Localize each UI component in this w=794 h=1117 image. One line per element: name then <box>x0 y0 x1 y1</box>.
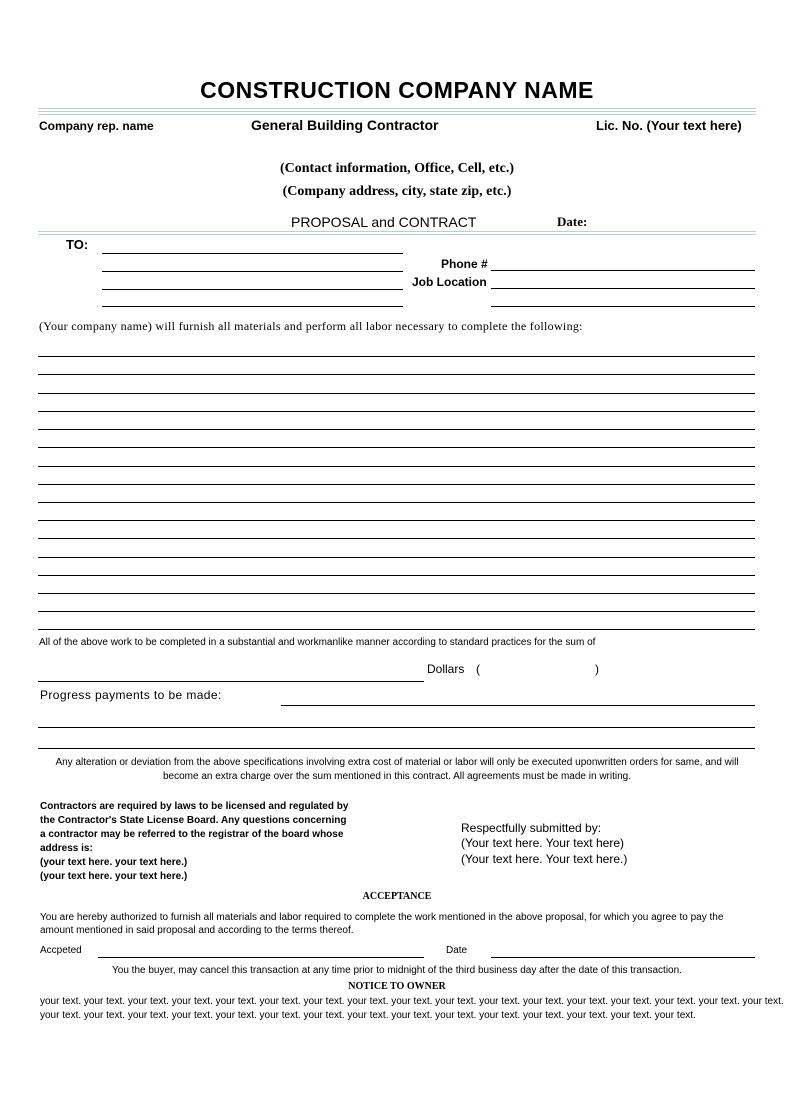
acceptance-line-2: amount mentioned in said proposal and according to the terms thereof. <box>40 925 354 936</box>
company-name: CONSTRUCTION COMPANY NAME <box>200 77 594 103</box>
to-line-3[interactable] <box>102 289 403 290</box>
notice-line-1: your text. your text. your text. your text. your text. your text. your text. your text. your text. your text. your text. your text. your text. your text. your text. your text. your text. <box>40 996 784 1007</box>
scope-line[interactable] <box>38 557 755 558</box>
job-location-line-2[interactable] <box>491 306 755 307</box>
scope-line[interactable] <box>38 593 755 594</box>
license-notice-line: address is: <box>40 843 93 854</box>
sum-line[interactable] <box>38 681 424 682</box>
close-paren: ) <box>595 662 599 676</box>
license-notice-line: a contractor may be referred to the registrar of the board whose <box>40 829 344 840</box>
phone-label: Phone # <box>441 257 488 271</box>
completion-text: All of the above work to be completed in a substantial and workmanlike manner according to standard practices for the sum of <box>39 637 596 648</box>
acceptance-date-label: Date <box>446 945 468 956</box>
company-address: (Company address, city, state zip, etc.) <box>282 184 512 199</box>
scope-line[interactable] <box>38 611 755 612</box>
to-line-2[interactable] <box>102 271 403 272</box>
acceptance-title: ACCEPTANCE <box>362 891 432 902</box>
scope-line[interactable] <box>38 502 755 503</box>
open-paren: ( <box>476 662 480 676</box>
alteration-line-1: Any alteration or deviation from the above specifications involving extra cost of material or labor will only be executed uponwritten orders for same, and will <box>55 757 739 768</box>
scope-line[interactable] <box>38 429 755 430</box>
license-notice-line: Contractors are required by laws to be licensed and regulated by <box>40 801 349 812</box>
scope-line[interactable] <box>38 411 755 412</box>
acceptance-line-1: You are hereby authorized to furnish all materials and labor required to complete the work mentioned in the above proposal, for which you agree to pay the <box>40 912 724 923</box>
alteration-line-2: become an extra charge over the sum mentioned in this contract. All agreements must be made in writing. <box>162 771 631 782</box>
section-rule <box>38 234 756 235</box>
to-label: TO: <box>66 237 89 252</box>
accepted-line[interactable] <box>98 957 424 958</box>
scope-line[interactable] <box>38 629 755 630</box>
job-location-label: Job Location <box>412 275 487 289</box>
to-line-4[interactable] <box>102 306 403 307</box>
section-rule <box>38 231 756 232</box>
acceptance-date-line[interactable] <box>491 957 755 958</box>
contact-info: (Contact information, Office, Cell, etc.) <box>279 161 515 176</box>
progress-line[interactable] <box>38 727 755 728</box>
header-rule <box>38 108 756 109</box>
to-line-1[interactable] <box>102 253 403 254</box>
scope-line[interactable] <box>38 520 755 521</box>
notice-title: NOTICE TO OWNER <box>348 981 446 992</box>
header-rule <box>38 114 756 115</box>
cancel-text: You the buyer, may cancel this transaction at any time prior to midnight of the third business day after the date of this transaction. <box>112 965 682 976</box>
proposal-title: PROPOSAL and CONTRACT <box>291 214 477 230</box>
progress-line[interactable] <box>38 748 755 749</box>
license-number: Lic. No. (Your text here) <box>596 118 742 133</box>
license-notice <box>40 800 348 884</box>
job-location-line[interactable] <box>491 288 755 289</box>
contractor-type: General Building Contractor <box>251 117 439 133</box>
company-rep-name: Company rep. name <box>39 119 154 133</box>
submitted-label: Respectfully submitted by: <box>461 821 602 835</box>
scope-intro: (Your company name) will furnish all materials and perform all labor necessary to complete the following: <box>39 319 583 333</box>
license-notice-line: (your text here. your text here.) <box>40 857 188 868</box>
progress-line[interactable] <box>281 705 755 706</box>
date-label: Date: <box>557 214 588 229</box>
submitted-line-1: (Your text here. Your text here) <box>461 836 624 850</box>
scope-line[interactable] <box>38 374 755 375</box>
scope-line[interactable] <box>38 575 755 576</box>
scope-line[interactable] <box>38 393 755 394</box>
progress-label: Progress payments to be made: <box>40 688 222 702</box>
license-notice-line: the Contractor's State License Board. Any questions concerning <box>40 815 347 826</box>
header-rule <box>38 111 756 112</box>
notice-line-2: your text. your text. your text. your text. your text. your text. your text. your text. your text. your text. your text. your text. your text. your text. your text. <box>40 1010 696 1021</box>
scope-line[interactable] <box>38 538 755 539</box>
scope-line[interactable] <box>38 447 755 448</box>
license-notice-line: (your text here. your text here.) <box>40 871 188 882</box>
dollars-label: Dollars <box>427 662 465 676</box>
accepted-label: Accpeted <box>40 945 82 956</box>
submitted-line-2: (Your text here. Your text here.) <box>461 852 628 866</box>
phone-line[interactable] <box>491 270 755 271</box>
scope-line[interactable] <box>38 484 755 485</box>
scope-line[interactable] <box>38 466 755 467</box>
scope-line[interactable] <box>38 356 755 357</box>
